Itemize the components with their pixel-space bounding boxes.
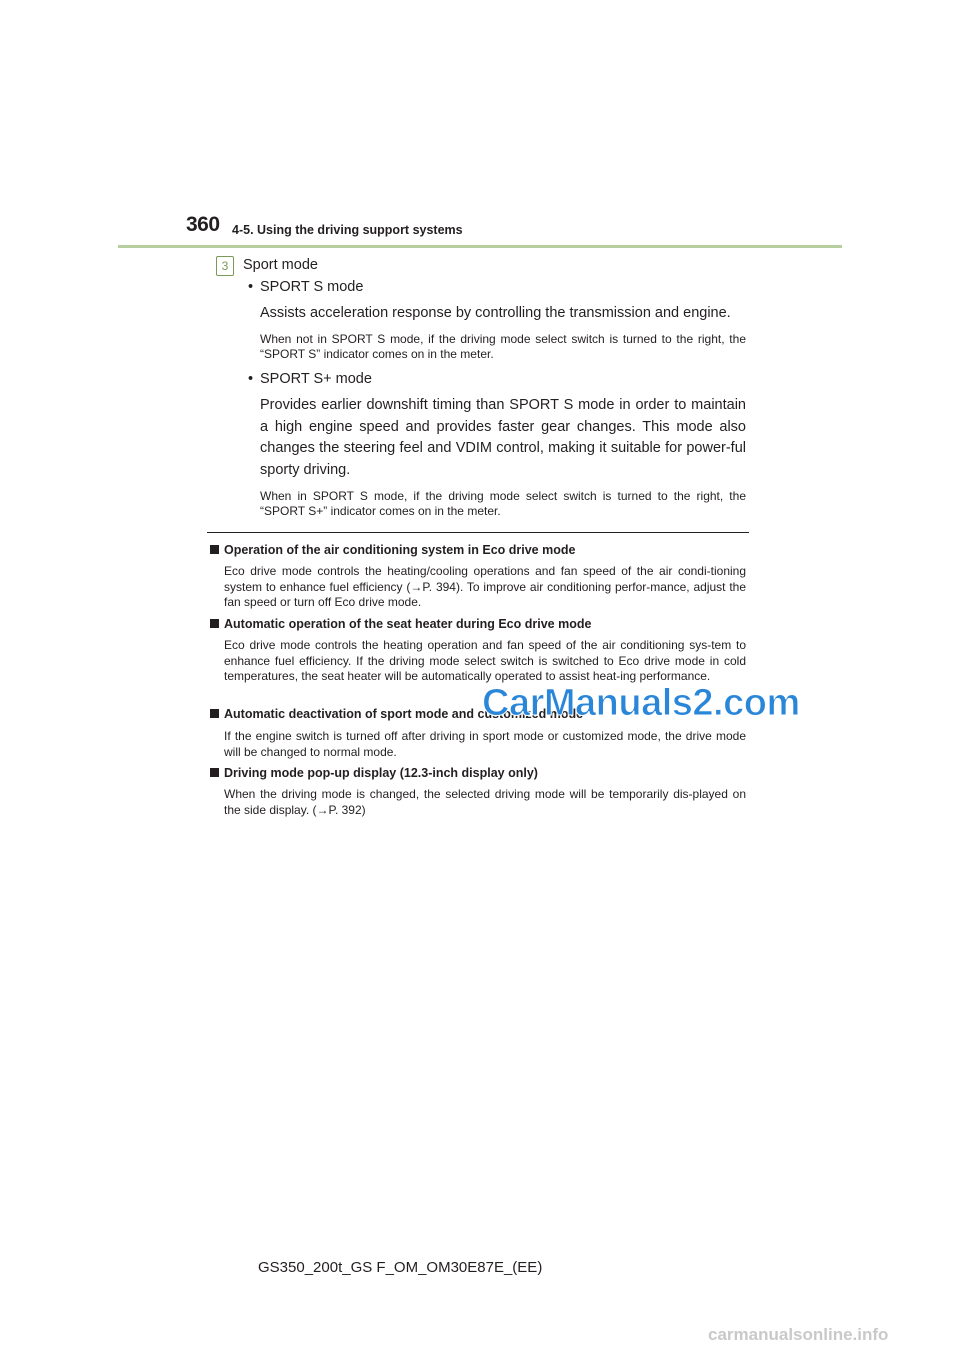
bullet-icon: • [248, 371, 254, 387]
square-bullet-icon [210, 545, 219, 554]
square-bullet-icon [210, 709, 219, 718]
note-body: Eco drive mode controls the heating operation and fan speed of the air conditioning sys-tem to enhance fuel efficiency. If the driving mode select switch is switched to Eco drive mode in cold temperatures, the seat heater will be automatically operated to assist heat-ing performance. [224, 638, 746, 683]
item-note-sport-s-plus: When in SPORT S mode, if the driving mode select switch is turned to the right, the “SPORT S+” indicator comes on in the meter. [260, 489, 746, 518]
note-heading: Automatic deactivation of sport mode and customized mode [210, 707, 583, 721]
square-bullet-icon [210, 768, 219, 777]
note-body: If the engine switch is turned off after driving in sport mode or customized mode, the drive mode will be changed to normal mode. [224, 729, 746, 759]
item-title-sport-s: SPORT S mode [260, 279, 364, 295]
square-bullet-icon [210, 619, 219, 628]
item-description-sport-s-plus: Provides earlier downshift timing than SPORT S mode in order to maintain a high engine speed and provides faster gear changes. This mode also changes the steering feel and VDIM control, making it suitable for power-ful sporty driving. [260, 397, 746, 478]
step-number-badge: 3 [216, 256, 234, 276]
item-title-sport-s-plus: SPORT S+ mode [260, 371, 372, 387]
header-divider [118, 245, 842, 248]
note-heading: Operation of the air conditioning system in Eco drive mode [210, 543, 575, 557]
item-note-sport-s: When not in SPORT S mode, if the driving mode select switch is turned to the right, the “SPORT S” indicator comes on in the meter. [260, 332, 746, 361]
note-body: Eco drive mode controls the heating/cooling operations and fan speed of the air condi-tioning system to enhance fuel efficiency (→P. 394). To improve air conditioning perfor-mance, adjust the fan speed or turn off Eco drive mode. [224, 564, 746, 609]
watermark-logo: CarManuals2.com [482, 682, 800, 724]
note-heading: Automatic operation of the seat heater during Eco drive mode [210, 617, 591, 631]
section-divider [207, 532, 749, 533]
section-title: 4-5. Using the driving support systems [232, 223, 463, 237]
document-id: GS350_200t_GS F_OM_OM30E87E_(EE) [258, 1259, 543, 1276]
step-title: Sport mode [243, 257, 318, 273]
bullet-icon: • [248, 279, 254, 295]
note-body: When the driving mode is changed, the selected driving mode will be temporarily dis-played on the side display. (→P. 392) [224, 787, 746, 817]
footer-site-link[interactable]: carmanualsonline.info [708, 1325, 889, 1344]
item-description-sport-s: Assists acceleration response by controlling the transmission and engine. [260, 305, 731, 321]
note-heading: Driving mode pop-up display (12.3-inch display only) [210, 766, 538, 780]
page-number: 360 [186, 213, 220, 236]
